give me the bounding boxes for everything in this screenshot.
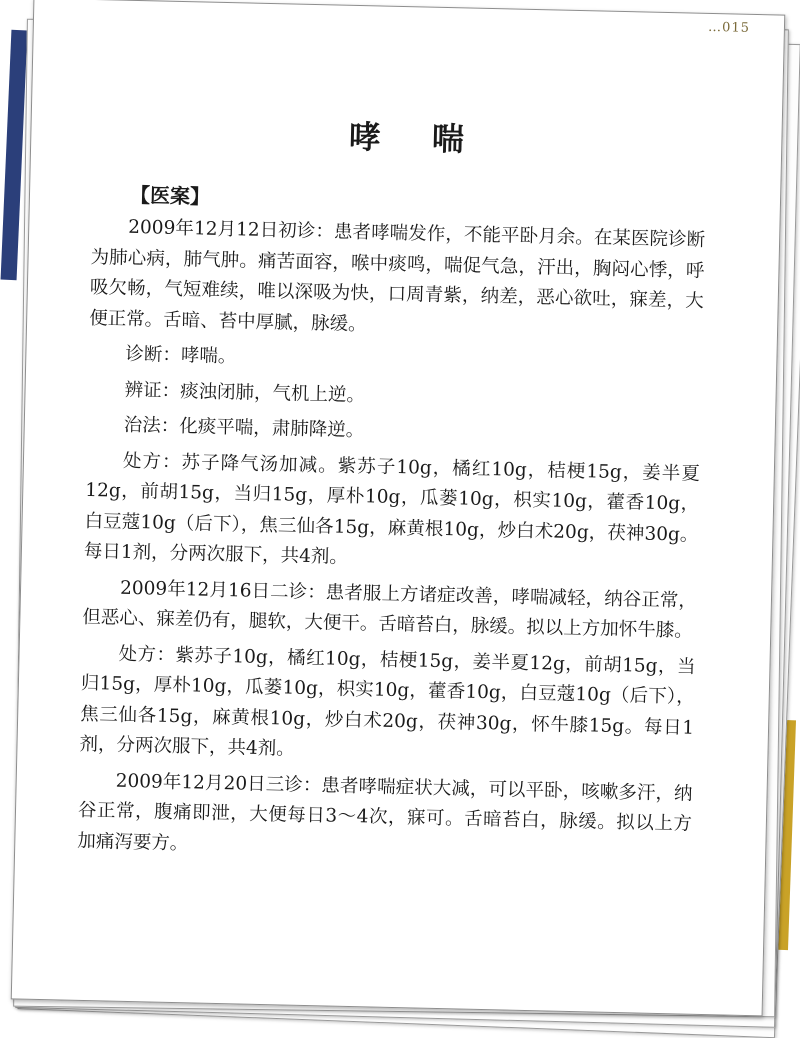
- paragraph-prescription-2: 处方：紫苏子10g，橘红10g，桔梗15g，姜半夏12g，前胡15g，当归15g，厚朴10g，瓜蒌10g，枳实10g，藿香10g，白豆蔻10g（后下），焦三仙各15g，麻黄根10g，炒白术20g，茯神30g，怀牛膝15g。每日1剂，分两次服下，共4剂。: [79, 643, 696, 760]
- paragraph-prescription-1: 处方：苏子降气汤加减。紫苏子10g，橘红10g，桔梗15g，姜半夏12g，前胡15g，当归15g，厚朴10g，瓜蒌10g，枳实10g，藿香10g，白豆蔻10g（后下），焦三仙各15g，麻黄根10g，炒白术20g，茯神30g。每日1剂，分两次服下，共4剂。: [83, 450, 701, 568]
- page-title: 哮 喘: [348, 117, 485, 159]
- paragraph-first-visit: 2009年12月12日初诊：患者哮喘发作，不能平卧月余。在某医院诊断为肺心病，肺气肿。痛苦面容，喉中痰鸣，喘促气急，汗出，胸闷心悸，呼吸欠畅，气短难续，唯以深吸为快，口周青紫，纳差，恶心欲吐，寐差，大便正常。舌暗、苔中厚腻，脉缓。: [88, 216, 706, 335]
- paragraph-third-visit: 2009年12月20日三诊：患者哮喘症状大减，可以平卧，咳嗽多汗，纳谷正常，腹痛即泄，大便每日3～4次，寐可。舌暗苔白，脉缓。拟以上方加痛泻要方。: [77, 770, 693, 854]
- running-header: …015: [707, 19, 751, 36]
- paragraph-diagnosis: 诊断：哮喘。: [125, 343, 237, 368]
- paragraph-treatment: 治法：化痰平喘，肃肺降逆。: [123, 414, 365, 442]
- book-page: [11, 0, 786, 1016]
- paragraph-syndrome: 辨证：痰浊闭肺，气机上逆。: [124, 379, 366, 406]
- section-heading: 【医案】: [129, 182, 211, 209]
- paragraph-second-visit: 2009年12月16日二诊：患者服上方诸症改善，哮喘减轻，纳谷正常，但恶心、寐差仍有，腿软，大便干。舌暗苔白，脉缓。拟以上方加怀牛膝。: [82, 577, 698, 642]
- case-record-body: [77, 212, 705, 871]
